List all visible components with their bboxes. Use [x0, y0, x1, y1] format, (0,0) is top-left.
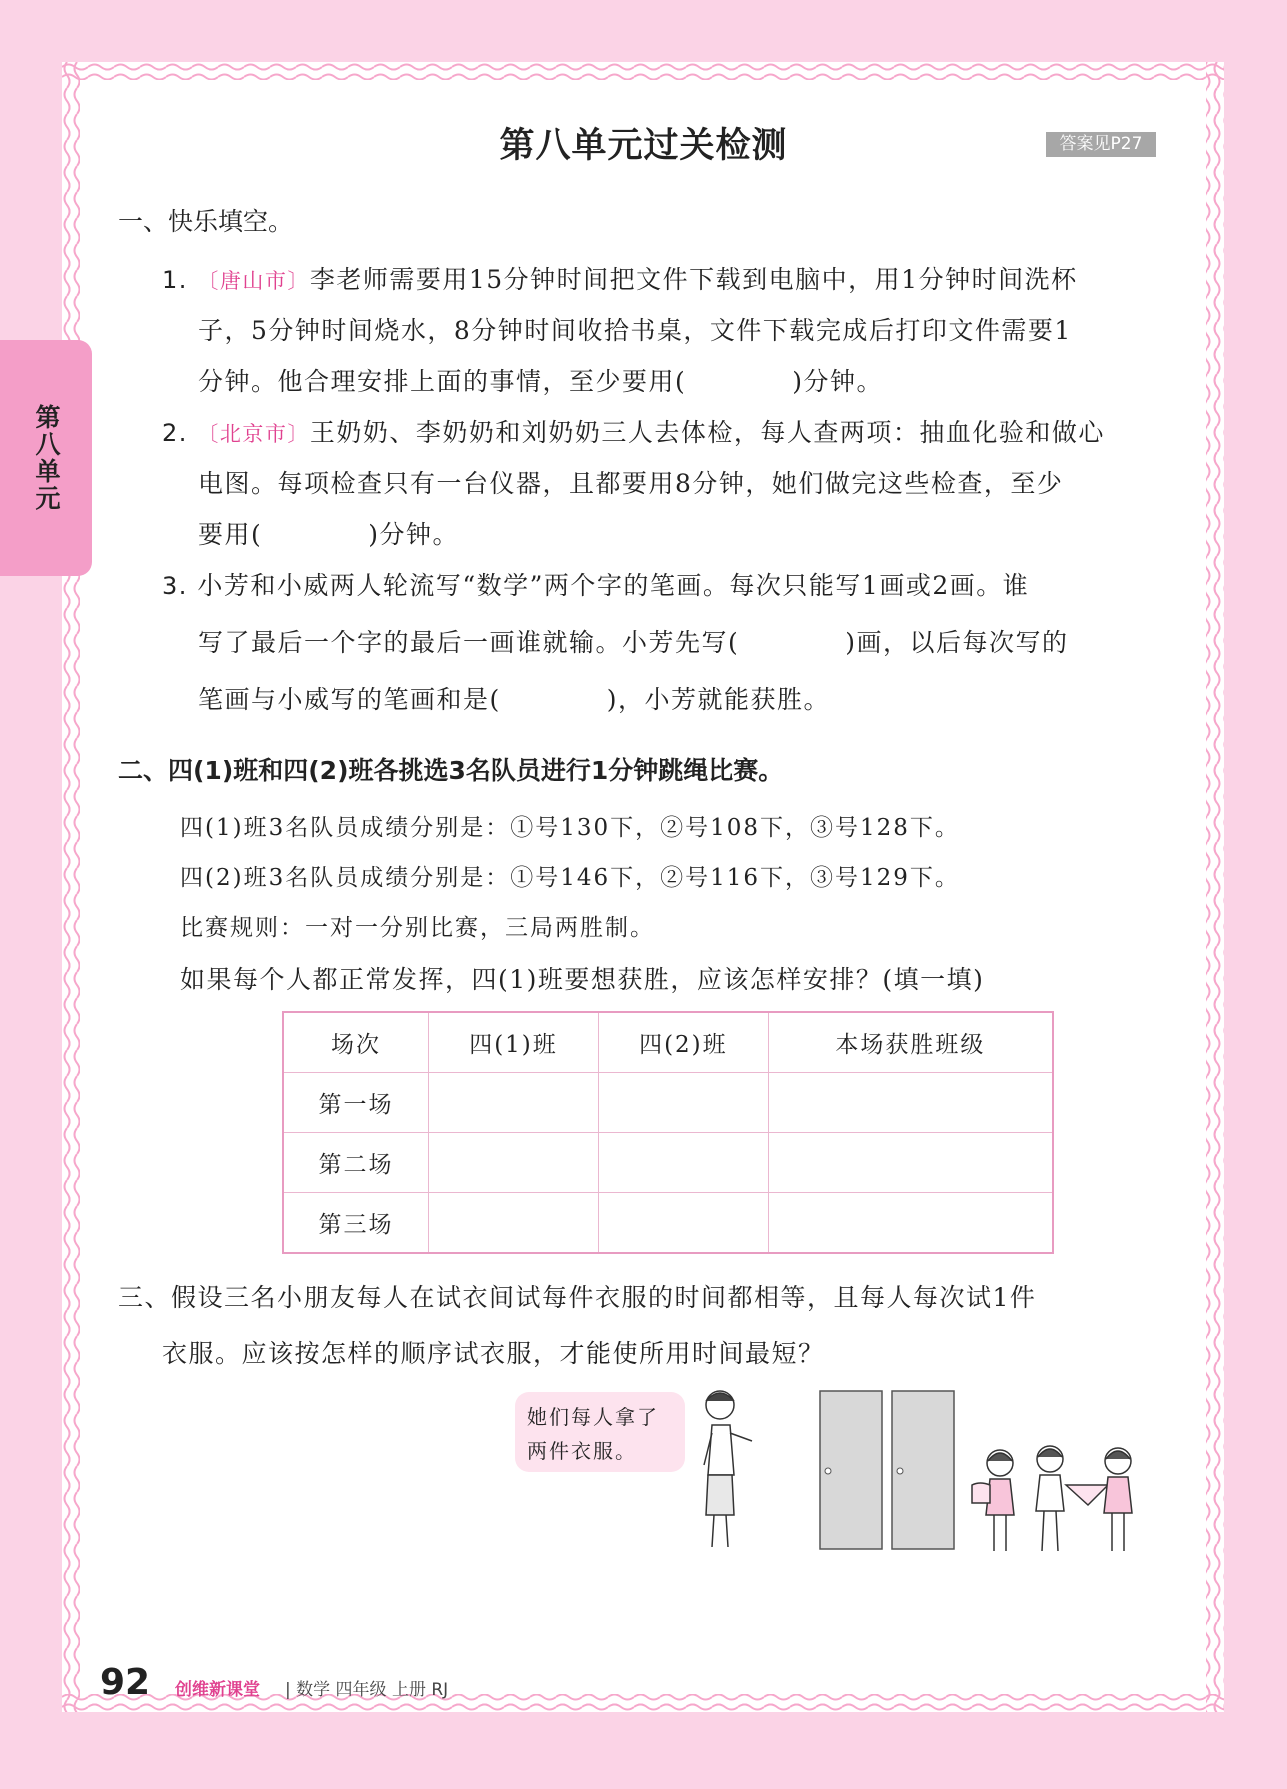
unit-side-tab [0, 340, 92, 576]
question-1-line2: 子，5分钟时间烧水，8分钟时间收拾书桌，文件下载完成后打印文件需要1 [198, 316, 1072, 345]
answer-cell[interactable] [429, 1073, 599, 1133]
question-3-line2: 写了最后一个字的最后一画谁就输。小芳先写( )画，以后每次写的 [198, 628, 1069, 657]
bubble-text-2: 两件衣服。 [527, 1439, 637, 1463]
section2-heading: 二、四(1)班和四(2)班各挑选3名队员进行1分钟跳绳比赛。 [118, 756, 784, 785]
question-1-line1 [162, 260, 1078, 296]
table-header: 四(1)班 [429, 1012, 599, 1073]
table-header-row [283, 1012, 1053, 1073]
answer-cell[interactable] [768, 1073, 1053, 1133]
match-rules: 比赛规则：一对一分别比赛，三局两胜制。 [180, 915, 655, 941]
speech-bubble [515, 1392, 685, 1472]
table-header: 场次 [283, 1012, 429, 1073]
fitting-room-doors [820, 1391, 954, 1549]
section3-line2: 衣服。应该按怎样的顺序试衣服，才能使所用时间最短？ [162, 1339, 825, 1368]
question-2-region: 〔北京市〕 [197, 422, 310, 446]
question-2-line3: 要用( )分钟。 [198, 520, 460, 549]
table-row [283, 1073, 1053, 1133]
answer-cell[interactable] [768, 1133, 1053, 1193]
table-row [283, 1193, 1053, 1254]
section1-heading: 一、快乐填空。 [118, 207, 294, 236]
section3-line1: 三、假设三名小朋友每人在试衣间试每件衣服的时间都相等，且每人每次试1件 [118, 1283, 1037, 1312]
class1-scores: 四(1)班3名队员成绩分别是：①号130下，②号108下，③号128下。 [180, 815, 960, 841]
table-header: 四(2)班 [598, 1012, 768, 1073]
question-2-number: 2. [162, 419, 188, 447]
row-label: 第一场 [283, 1073, 429, 1133]
question-1-number: 1. [162, 266, 188, 294]
answer-cell[interactable] [598, 1133, 768, 1193]
footer-brand: 创维新课堂 [175, 1680, 260, 1700]
question-1-line3: 分钟。他合理安排上面的事情，至少要用( )分钟。 [198, 367, 884, 396]
row-label: 第三场 [283, 1193, 429, 1254]
three-girls-figure [972, 1446, 1132, 1551]
table-row [283, 1133, 1053, 1193]
question-3-line1 [162, 566, 1029, 602]
table-header: 本场获胜班级 [768, 1012, 1053, 1073]
question-1-region: 〔唐山市〕 [197, 269, 310, 293]
match-arrangement-table [282, 1011, 1054, 1254]
question-3-line3: 笔画与小威写的笔画和是( )，小芳就能获胜。 [198, 685, 831, 714]
question-3-number: 3. [162, 572, 188, 600]
answer-cell[interactable] [768, 1193, 1053, 1254]
answer-cell[interactable] [429, 1133, 599, 1193]
footer-subtitle: | 数学 四年级 上册 RJ [285, 1680, 449, 1700]
side-tab-label: 第八单元 [32, 404, 61, 512]
page-number: 92 [100, 1662, 151, 1703]
answer-cell[interactable] [598, 1073, 768, 1133]
page-title: 第八单元过关检测 [499, 126, 788, 166]
bubble-text-1: 她们每人拿了 [527, 1405, 659, 1429]
fitting-room-illustration [690, 1385, 1230, 1565]
question-1-text1: 李老师需要用15分钟时间把文件下载到电脑中，用1分钟时间洗杯 [309, 265, 1078, 294]
row-label: 第二场 [283, 1133, 429, 1193]
question-2-text1: 王奶奶、李奶奶和刘奶奶三人去体检，每人查两项：抽血化验和做心 [309, 418, 1105, 447]
teacher-figure [704, 1391, 752, 1547]
question-2-line2: 电图。每项检查只有一台仪器，且都要用8分钟，她们做完这些检查，至少 [198, 469, 1064, 498]
answer-cell[interactable] [429, 1193, 599, 1254]
answer-reference-badge: 答案见P27 [1046, 132, 1156, 157]
question-2-line1 [162, 413, 1105, 449]
class2-scores: 四(2)班3名队员成绩分别是：①号146下，②号116下，③号129下。 [180, 865, 960, 891]
answer-cell[interactable] [598, 1193, 768, 1254]
question-3-text1: 小芳和小威两人轮流写“数学”两个字的笔画。每次只能写1画或2画。谁 [197, 571, 1030, 600]
arrangement-question: 如果每个人都正常发挥，四(1)班要想获胜，应该怎样安排？(填一填) [180, 965, 985, 994]
